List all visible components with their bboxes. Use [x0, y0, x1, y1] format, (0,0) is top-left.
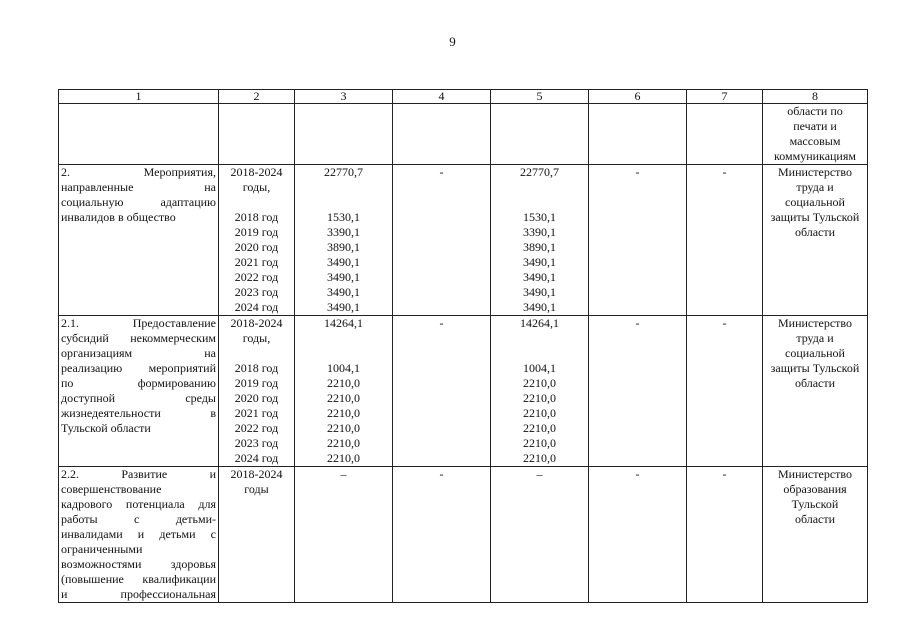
amount-cell: - [393, 467, 491, 603]
amount-cell: – [491, 467, 589, 603]
responsible-cell: Министерство образования Тульской области [763, 467, 868, 603]
measure-description: 2.1. Предоставление субсидий некоммерческим организациям на реализацию мероприятий по формированию доступной среды жизнедеятельности в Тульской области [59, 316, 219, 467]
amount-cell: – [295, 467, 393, 603]
header-cell: 5 [491, 90, 589, 104]
amount-cell: - [687, 467, 763, 603]
amount-total-cell: 14264,1 1004,1 2210,0 2210,0 2210,0 2210,0 2210,0 2210,0 [295, 316, 393, 467]
period-cell: 2018-2024 годы, 2018 год 2019 год 2020 год 2021 год 2022 год 2023 год 2024 год [219, 165, 295, 316]
table-row [59, 165, 868, 316]
header-cell: 8 [763, 90, 868, 104]
responsible-cell: Министерство труда и социальной защиты Тульской области [763, 165, 868, 316]
page-number: 9 [449, 34, 456, 49]
table-row [59, 467, 868, 603]
header-row [59, 90, 868, 104]
period-cell: 2018-2024 годы, 2018 год 2019 год 2020 год 2021 год 2022 год 2023 год 2024 год [219, 316, 295, 467]
measure-description: 2. Мероприятия, направленные на социальную адаптацию инвалидов в общество [59, 165, 219, 316]
table-row [59, 316, 868, 467]
amount-cell: 22770,7 1530,1 3390,1 3890,1 3490,1 3490,1 3490,1 3490,1 [491, 165, 589, 316]
responsible-cell: Министерство труда и социальной защиты Тульской области [763, 316, 868, 467]
measures-table [58, 89, 868, 603]
header-cell: 4 [393, 90, 491, 104]
header-cell: 1 [59, 90, 219, 104]
amount-total-cell: 22770,7 1530,1 3390,1 3890,1 3490,1 3490,1 3490,1 3490,1 [295, 165, 393, 316]
measure-description: 2.2. Развитие и совершенствование кадрового потенциала для работы с детьми- инвалидами и детьми с ограниченными возможностями здоровья (повышение квалификации и профессиональная [59, 467, 219, 603]
amount-cell: - [589, 316, 687, 467]
amount-cell: - [393, 165, 491, 316]
header-cell: 7 [687, 90, 763, 104]
amount-cell: - [589, 165, 687, 316]
continuation-row [59, 104, 868, 165]
amount-cell: 14264,1 1004,1 2210,0 2210,0 2210,0 2210,0 2210,0 2210,0 [491, 316, 589, 467]
header-cell: 6 [589, 90, 687, 104]
amount-cell: - [687, 316, 763, 467]
amount-cell: - [393, 316, 491, 467]
amount-cell: - [589, 467, 687, 603]
responsible-cell: области по печати и массовым коммуникациям [763, 104, 868, 165]
period-cell: 2018-2024 годы [219, 467, 295, 603]
header-cell: 3 [295, 90, 393, 104]
amount-cell: - [687, 165, 763, 316]
header-cell: 2 [219, 90, 295, 104]
